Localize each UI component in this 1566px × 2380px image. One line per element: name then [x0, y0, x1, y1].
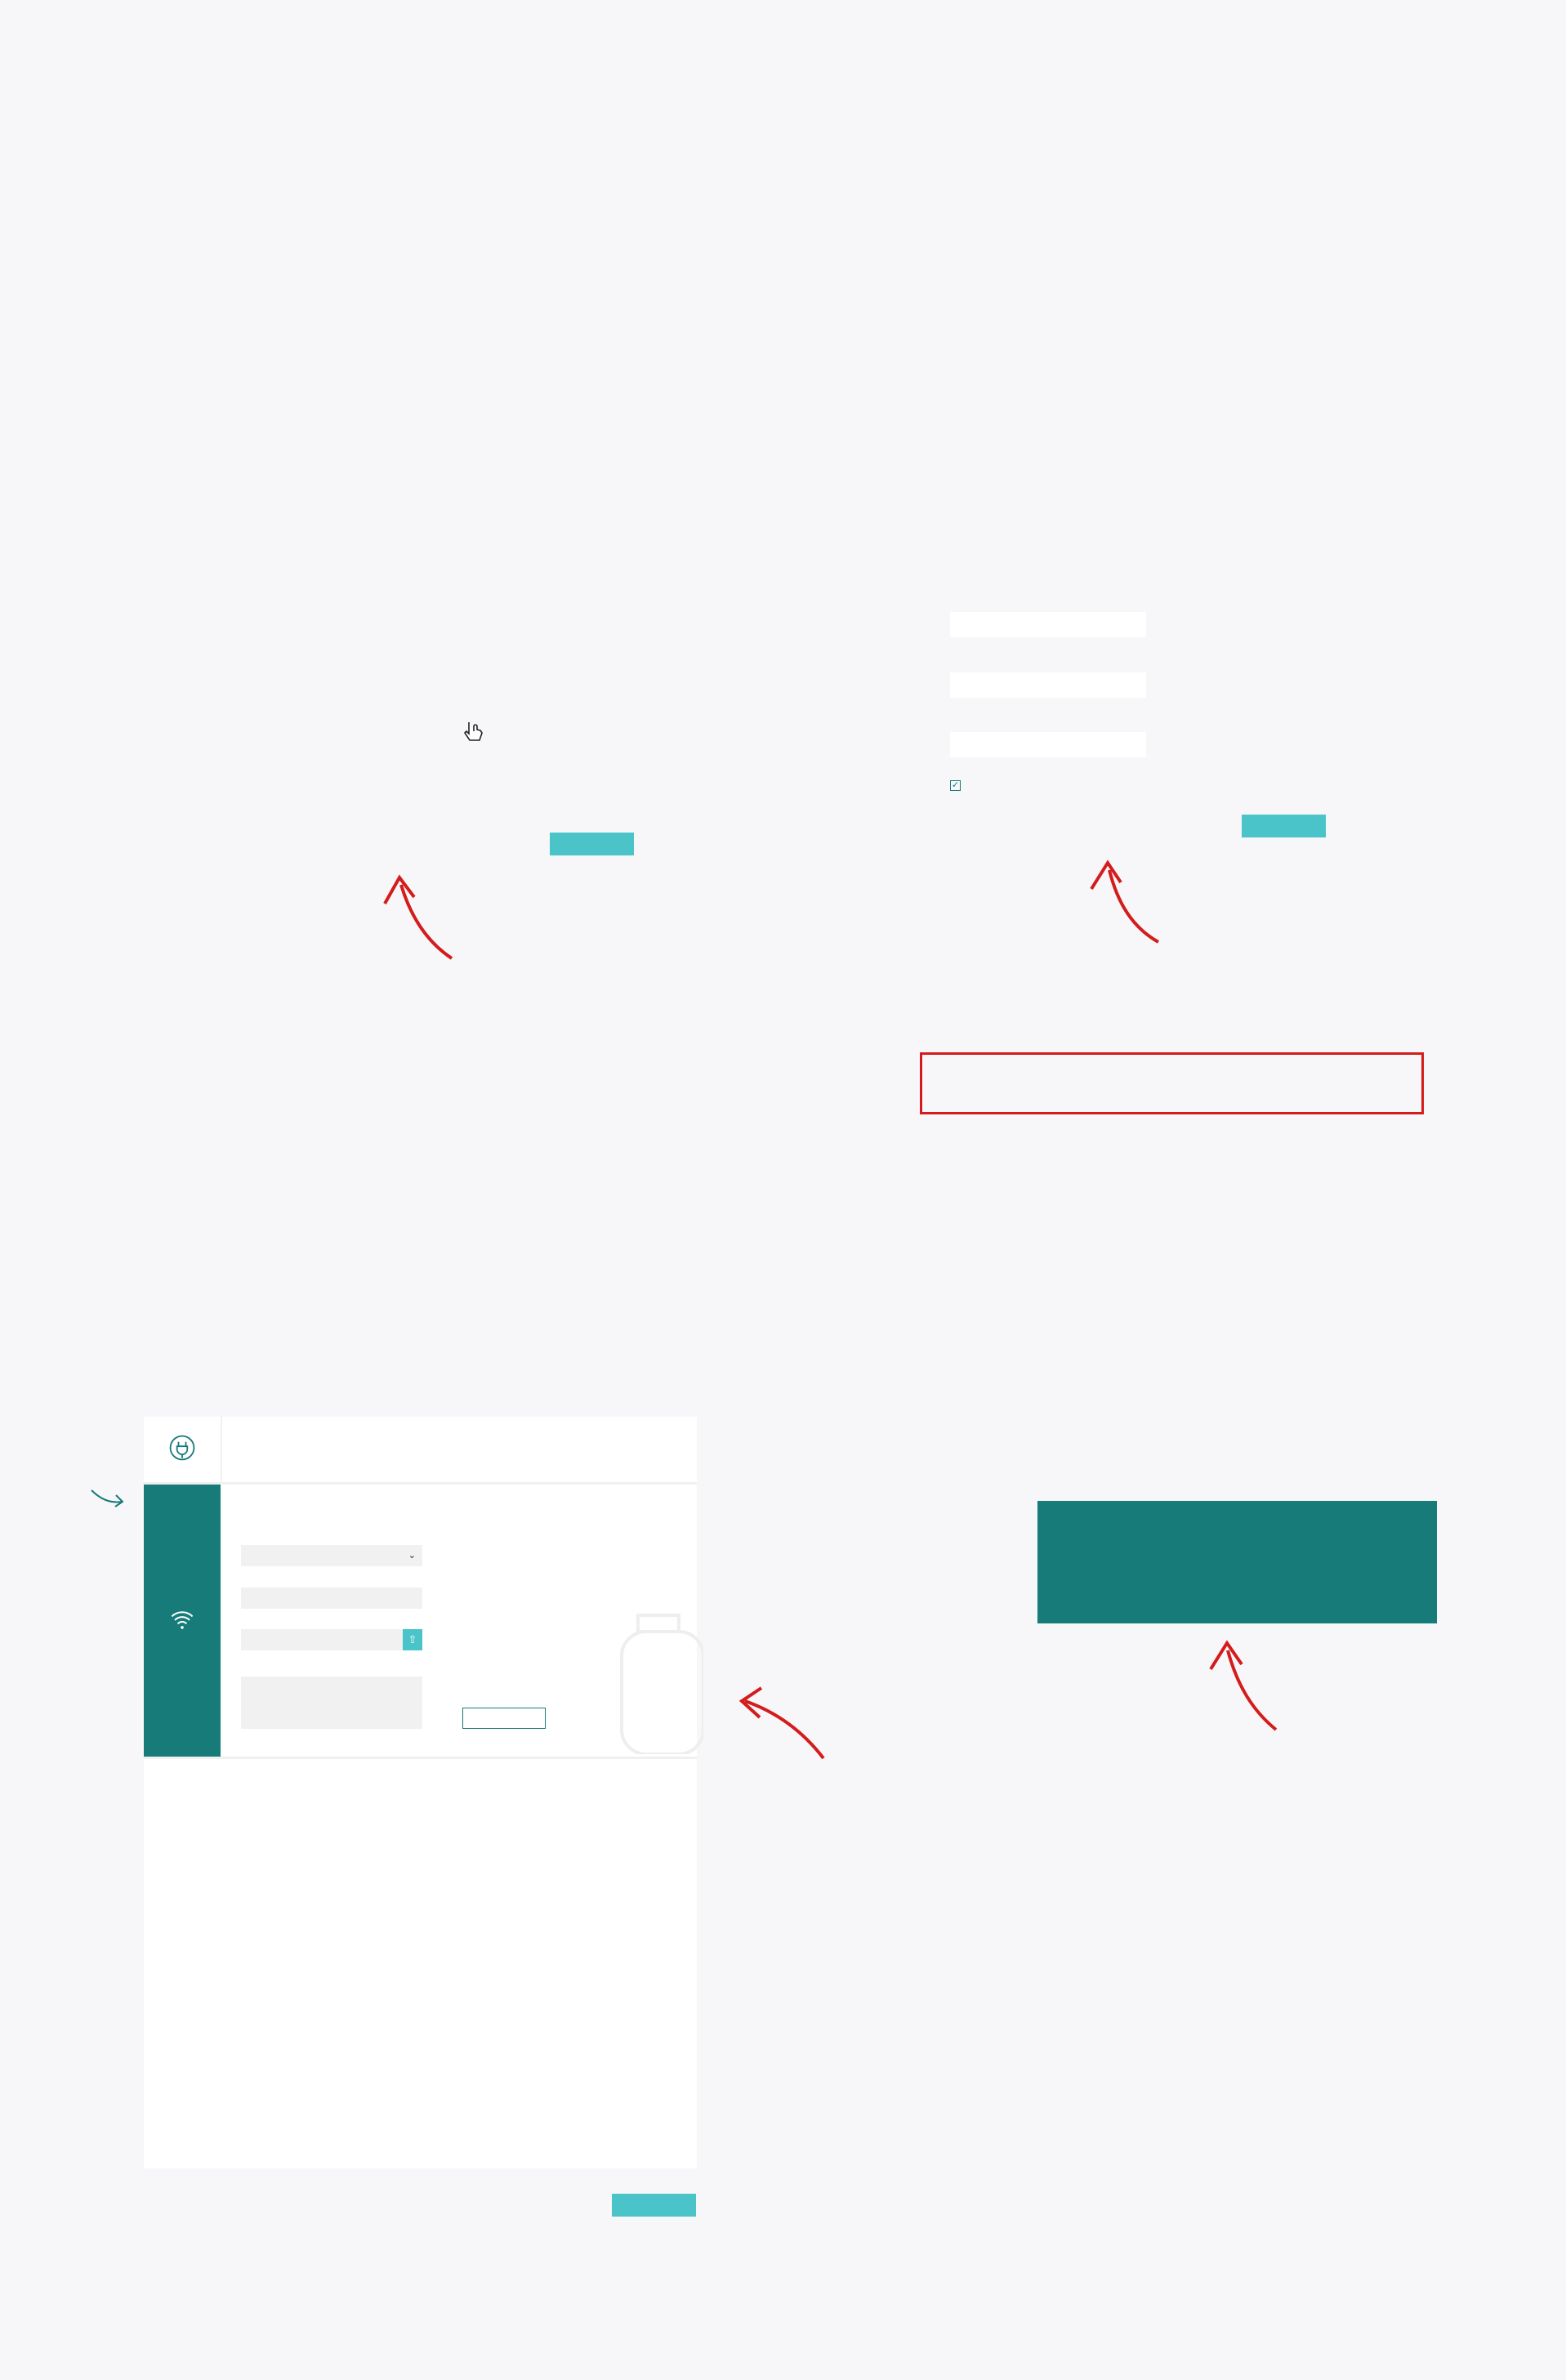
name-field[interactable] — [950, 612, 1146, 637]
upload-field[interactable] — [241, 1629, 403, 1650]
domain-accordion — [144, 1417, 697, 2168]
step3-next-button[interactable] — [612, 2194, 696, 2217]
row-icon — [144, 1417, 222, 1482]
red-arrow-icon — [735, 1685, 833, 1762]
capital-step-box — [920, 1052, 1424, 1114]
terms-checkbox[interactable]: ✓ — [951, 780, 960, 790]
supplier-select[interactable] — [241, 1545, 422, 1566]
cursor-pointer-icon — [462, 719, 485, 745]
economy-grid — [158, 601, 558, 799]
wifi-icon — [167, 1605, 197, 1634]
comment-field[interactable] — [241, 1677, 422, 1729]
chevron-down-icon: ⌄ — [408, 1551, 416, 1561]
hint-arrow-icon — [90, 1485, 126, 1510]
row-icon — [144, 1485, 221, 1757]
gas-bottle-watermark-icon — [613, 1607, 703, 1754]
plug-icon — [167, 1433, 197, 1462]
red-arrow-icon — [378, 873, 460, 962]
red-arrow-icon — [1201, 1638, 1283, 1736]
spend-field[interactable] — [241, 1587, 422, 1609]
step1-next-button[interactable] — [550, 833, 634, 855]
upload-icon[interactable]: ⇧ — [403, 1629, 422, 1650]
red-arrow-icon — [1083, 858, 1165, 948]
mail-field[interactable] — [950, 732, 1146, 757]
phone-field[interactable] — [950, 672, 1146, 698]
save-button[interactable] — [462, 1708, 546, 1729]
accordion-row-gaz — [144, 1485, 697, 1759]
final-annotation — [1054, 1753, 1446, 1776]
success-message-card — [1037, 1501, 1437, 1623]
accordion-row-electricite[interactable] — [144, 1417, 697, 1485]
step2-next-button[interactable] — [1242, 815, 1326, 837]
